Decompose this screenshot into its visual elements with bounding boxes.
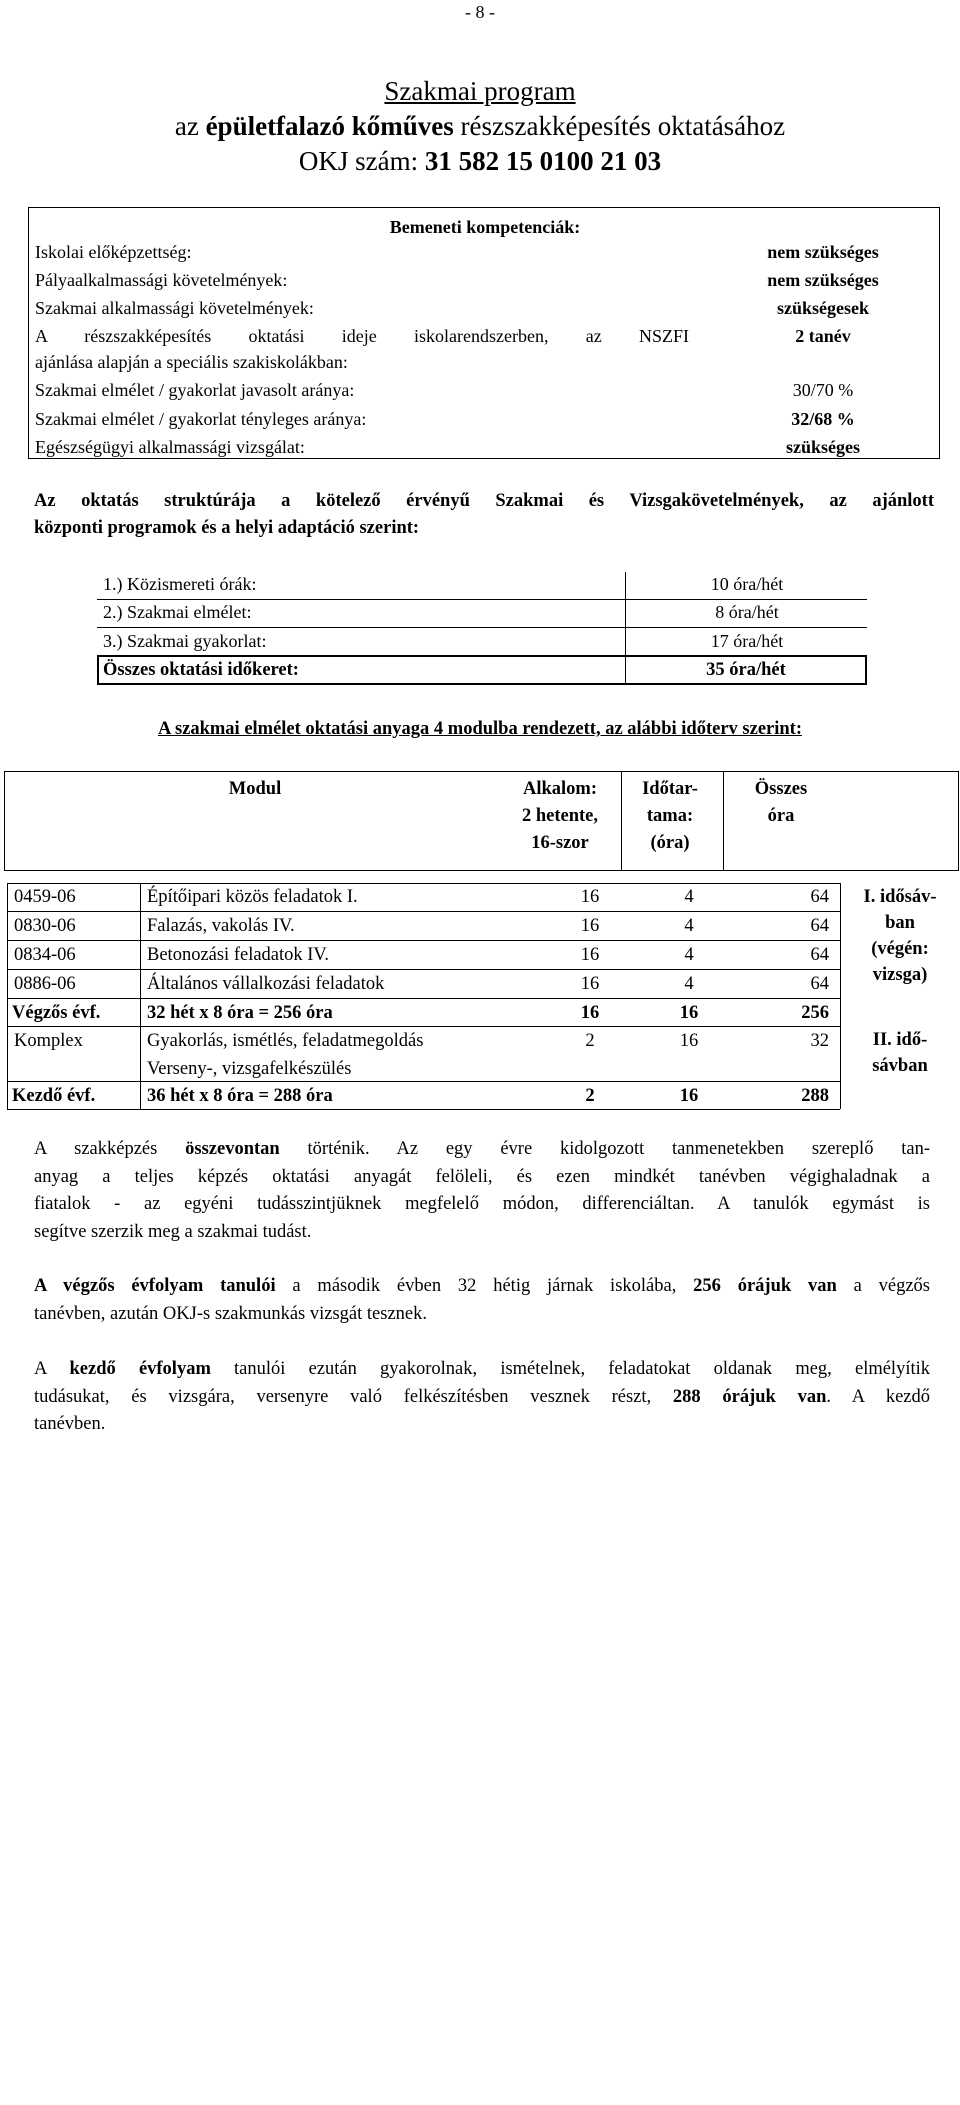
entry-label: ajánlása alapján a speciális szakiskolákban: — [35, 352, 348, 372]
module-row-total-graduating: Végzős évf. 32 hét x 8 óra = 256 óra 16 16 256 — [12, 1003, 829, 1023]
entry-label: Szakmai alkalmassági követelmények: — [35, 298, 314, 318]
header-idotartam: Időtar- tama: (óra) — [642, 779, 698, 853]
header-modul: Modul — [228, 779, 282, 799]
hours-total-row: Összes oktatási időkeret: 35 óra/hét — [97, 655, 867, 685]
time-band-2-label: II. idő- sávban — [872, 1030, 928, 1076]
entry-label: A részszakképesítés oktatási ideje iskolarendszerben, az NSZFI — [35, 326, 689, 346]
structure-heading: Az oktatás struktúrája a kötelező érvényű Szakmai és Vizsgakövetelmények, az ajánlott központi programok és a helyi adaptáció szerint: — [34, 491, 934, 538]
entry-label: Egészségügyi alkalmassági vizsgálat: — [35, 437, 305, 457]
header-osszes: Összes óra — [754, 779, 808, 826]
hours-row: 2.) Szakmai elmélet: 8 óra/hét — [103, 602, 779, 622]
entry-value: 30/70 % — [792, 380, 854, 400]
module-row-total-starting: Kezdő évf. 36 hét x 8 óra = 288 óra 2 16 288 — [12, 1086, 829, 1106]
okj-number: OKJ szám: 31 582 15 0100 21 03 — [298, 146, 662, 176]
entry-label: Pályaalkalmassági követelmények: — [35, 270, 288, 290]
paragraph-starting-year: A kezdő évfolyam tanulói ezután gyakorolnak, ismételnek, feladatokat oldanak meg, elmélyítik tudásukat, és vizsgára, versenyre való felkészítésben vesznek részt, 288 órájuk van. A kezdő tanévben. — [34, 1359, 930, 1434]
paragraph-graduating-year: A végzős évfolyam tanulói a második évben 32 hétig járnak iskolába, 256 órájuk van a végzős tanévben, azután OKJ-s szakmunkás vizsgát tesznek. — [34, 1276, 930, 1324]
module-row: 0830-06 Falazás, vakolás IV. 16 4 64 — [14, 916, 829, 936]
paragraph-combined-training: A szakképzés összevontan történik. Az egy évre kidolgozott tanmenetekben szereplő tan- anyag a teljes képzés oktatási anyagát felöleli, és ezen mindkét tanévben végighaladnak a fiatalok - az egyéni tudásszintjüknek megfelelő módon, differenciáltan. A tanulók egymást is segítve szerzik meg a szakmai tudást. — [34, 1139, 931, 1242]
entry-value: szükséges — [785, 437, 860, 457]
entry-value: nem szükséges — [767, 270, 879, 290]
module-row: Komplex Gyakorlás, ismétlés, feladatmegoldás Verseny-, vizsgafelkészülés 2 16 32 — [14, 1031, 829, 1079]
module-row: 0886-06 Általános vállalkozási feladatok 16 4 64 — [14, 974, 829, 994]
entry-value: nem szükséges — [767, 242, 879, 262]
entry-value: 2 tanév — [795, 326, 851, 346]
page-number: - 8 - — [465, 2, 495, 22]
entry-label: Szakmai elmélet / gyakorlat tényleges aránya: — [35, 409, 367, 429]
module-table-header — [4, 771, 959, 871]
header-alkalom: Alkalom: 2 hetente, 16-szor — [521, 779, 599, 853]
entry-competencies-box — [28, 207, 940, 459]
hours-row: 1.) Közismereti órák: 10 óra/hét — [103, 574, 784, 594]
entry-value: 32/68 % — [791, 409, 855, 429]
entry-label: Szakmai elmélet / gyakorlat javasolt aránya: — [35, 380, 355, 400]
entry-heading: Bemeneti kompetenciák: — [389, 217, 581, 237]
modules-heading: A szakmai elmélet oktatási anyaga 4 modulba rendezett, az alábbi időterv szerint: — [157, 719, 802, 739]
page-title: Szakmai program — [384, 76, 576, 106]
module-row: 0834-06 Betonozási feladatok IV. 16 4 64 — [14, 945, 829, 965]
time-band-1-label: I. idősáv- ban (végén: vizsga) — [863, 887, 937, 985]
entry-value: szükségesek — [776, 298, 869, 318]
subtitle: az épületfalazó kőműves részszakképesítés oktatásához — [174, 111, 786, 141]
hours-row: 3.) Szakmai gyakorlat: 17 óra/hét — [103, 631, 784, 651]
hours-summary-table — [97, 572, 867, 688]
module-row: 0459-06 Építőipari közös feladatok I. 16 4 64 — [14, 887, 829, 907]
entry-label: Iskolai előképzettség: — [35, 242, 192, 262]
